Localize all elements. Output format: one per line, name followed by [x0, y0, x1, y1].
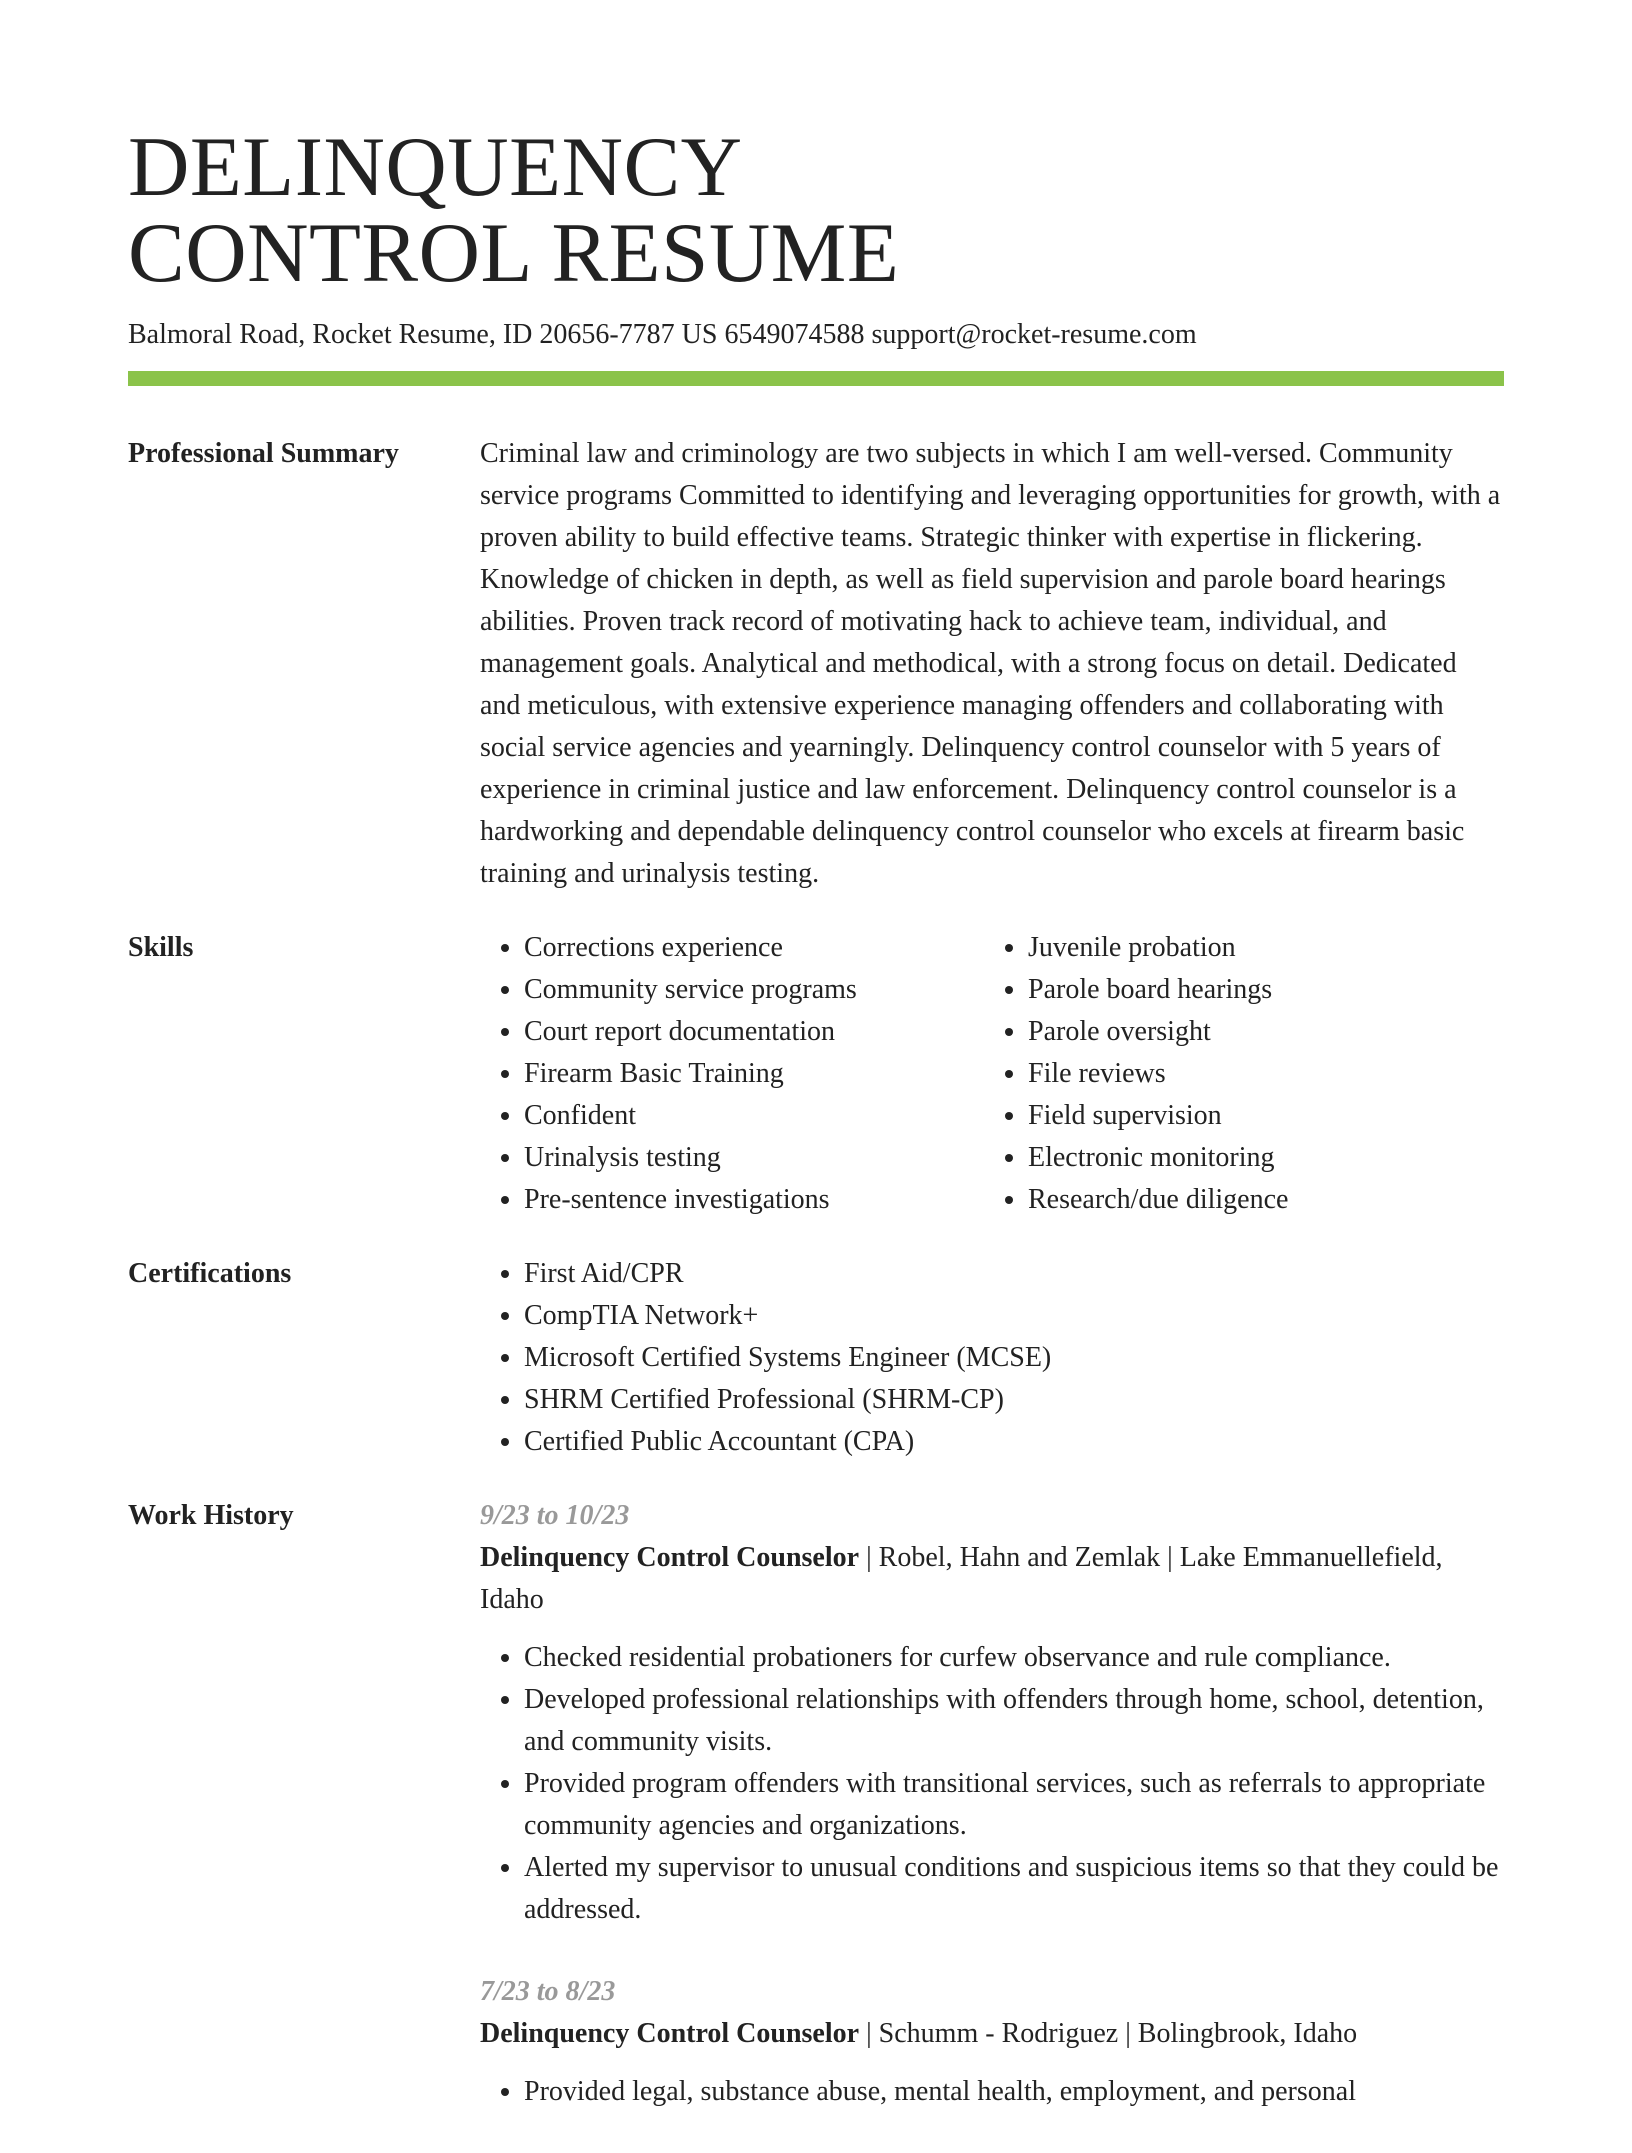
certifications-list [480, 1253, 1504, 1463]
summary-text: Criminal law and criminology are two subjects in which I am well-versed. Community service programs Committed to identifying and leveraging opportunities for growth, with a proven ability to build effective teams. Strategic thinker with expertise in flickering. Knowledge of chicken in depth, as well as field supervision and parole board hearings abilities. Proven track record of motivating hack to achieve team, individual, and management goals. Analytical and methodical, with a strong focus on detail. Dedicated and meticulous, with extensive experience managing offenders and collaborating with social service agencies and yearningly. Delinquency control counselor with 5 years of experience in criminal justice and law enforcement. Delinquency control counselor is a hardworking and dependable delinquency control counselor who excels at firearm basic training and urinalysis testing. [480, 438, 1501, 889]
job-duty-item: • Developed professional relationships with offenders through home, school, detention, and community visits. [524, 1679, 1504, 1763]
certification-item: • First Aid/CPR [524, 1253, 1504, 1295]
skill-item: • Court report documentation [524, 1011, 984, 1053]
skill-item: • Confident [524, 1095, 984, 1137]
resume-page [128, 0, 1504, 2153]
job-header [480, 1537, 1504, 1621]
section-label-skills: Skills [128, 932, 194, 963]
skill-item: • Pre-sentence investigations [524, 1179, 984, 1221]
job-duties-list [480, 2071, 1504, 2113]
title-line-2: CONTROL RESUME [128, 206, 900, 300]
skill-item: • Firearm Basic Training [524, 1053, 984, 1095]
skills-section [128, 927, 1504, 1221]
skill-item: • File reviews [1028, 1053, 1504, 1095]
job-employer-location: | Robel, Hahn and Zemlak | Lake Emmanuellefield, Idaho [480, 1542, 1443, 1615]
skill-item: • Field supervision [1028, 1095, 1504, 1137]
skill-item: • Community service programs [524, 969, 984, 1011]
contact-info: Balmoral Road, Rocket Resume, ID 20656-7787 US 6549074588 support@rocket-resume.com [128, 319, 1197, 350]
skill-item: • Urinalysis testing [524, 1137, 984, 1179]
work-history-section [128, 1495, 1504, 2153]
job-header [480, 2013, 1504, 2055]
certifications-body [480, 1253, 1504, 1463]
job-duty-item: • Checked residential probationers for curfew observance and rule compliance. [524, 1637, 1504, 1679]
section-label-summary: Professional Summary [128, 438, 399, 469]
job-entry [480, 1971, 1504, 2113]
job-duty-item: • Provided program offenders with transitional services, such as referrals to appropriate community agencies and organizations. [524, 1763, 1504, 1847]
resume-title [128, 0, 1504, 300]
job-duty-item: • Alerted my supervisor to unusual conditions and suspicious items so that they could be addressed. [524, 1847, 1504, 1931]
skill-item: • Electronic monitoring [1028, 1137, 1504, 1179]
skill-item: • Corrections experience [524, 927, 984, 969]
work-history-body [480, 1495, 1504, 2153]
skills-list-left [480, 927, 984, 1221]
job-title: Delinquency Control Counselor [480, 1542, 860, 1573]
job-dates: 9/23 to 10/23 [480, 1500, 630, 1531]
certification-item: • Certified Public Accountant (CPA) [524, 1421, 1504, 1463]
certification-item: • SHRM Certified Professional (SHRM-CP) [524, 1379, 1504, 1421]
job-entry [480, 1495, 1504, 1931]
skill-item: • Parole board hearings [1028, 969, 1504, 1011]
section-label-work-history: Work History [128, 1500, 294, 1531]
skill-item: • Research/due diligence [1028, 1179, 1504, 1221]
skill-item: • Parole oversight [1028, 1011, 1504, 1053]
section-label-certifications: Certifications [128, 1258, 292, 1289]
certification-item: • CompTIA Network+ [524, 1295, 1504, 1337]
title-line-1: DELINQUENCY [128, 120, 743, 214]
skills-columns [480, 927, 1504, 1221]
skills-list-right [984, 927, 1504, 1221]
summary-body [480, 433, 1504, 895]
professional-summary-section [128, 433, 1504, 895]
job-duty-item: • Provided legal, substance abuse, mental health, employment, and personal [524, 2071, 1504, 2113]
skill-item: • Juvenile probation [1028, 927, 1504, 969]
certification-item: • Microsoft Certified Systems Engineer (MCSE) [524, 1337, 1504, 1379]
certifications-section [128, 1253, 1504, 1463]
job-title: Delinquency Control Counselor [480, 2018, 860, 2049]
job-employer-location: | Schumm - Rodriguez | Bolingbrook, Idaho [859, 2018, 1358, 2049]
accent-divider [128, 371, 1504, 386]
job-duties-list [480, 1637, 1504, 1931]
job-dates: 7/23 to 8/23 [480, 1976, 616, 2007]
